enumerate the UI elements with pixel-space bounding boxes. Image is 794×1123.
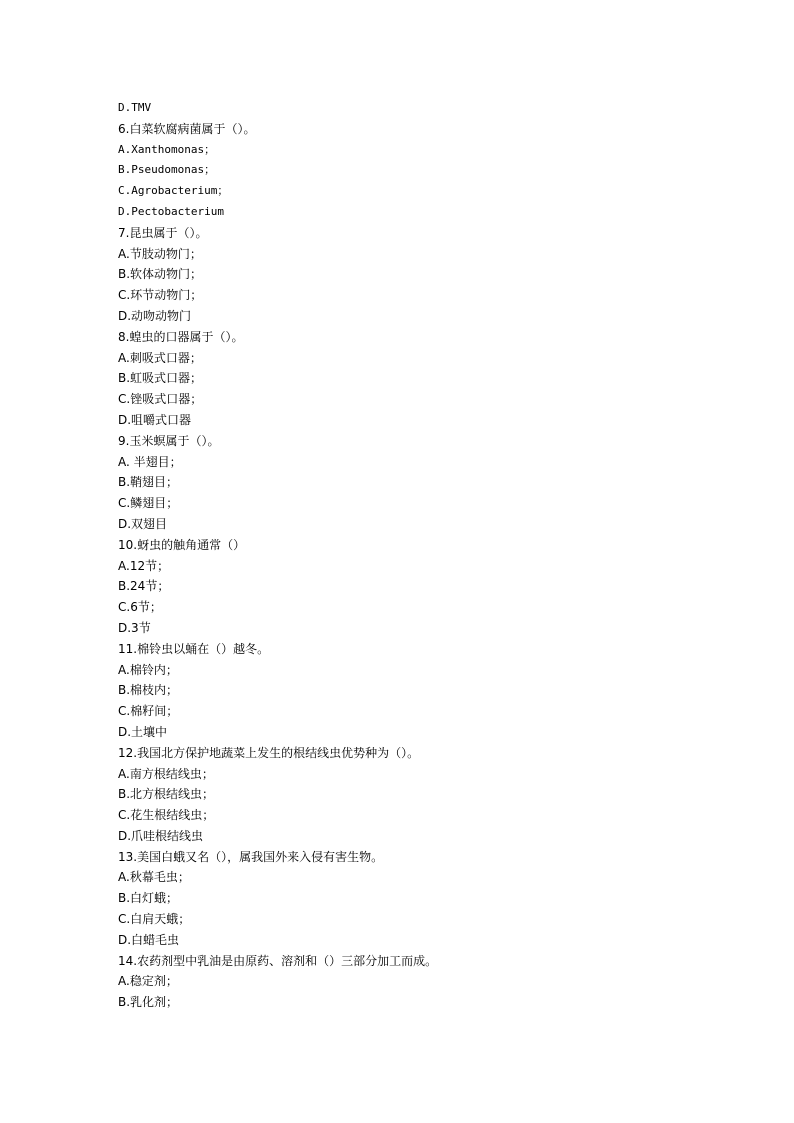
option-line: A.Xanthomonas； — [118, 142, 216, 156]
option-line: B.24节； — [118, 579, 170, 594]
option-line: D.3节 — [118, 620, 151, 635]
option-line: A.秋幕毛虫； — [118, 870, 190, 885]
question-line: 12.我国北方保护地蔬菜上发生的根结线虫优势种为（）。 — [118, 745, 420, 760]
option-line: A.棉铃内； — [118, 662, 178, 677]
option-line: C.鳞翅目； — [118, 496, 179, 511]
option-line: B.虹吸式口器； — [118, 371, 203, 386]
option-line: A.节肢动物门； — [118, 246, 202, 261]
option-line: D.Pectobacterium — [118, 204, 224, 218]
question-line: 7.昆虫属于（）。 — [118, 225, 208, 240]
question-line: 6.白菜软腐病菌属于（）。 — [118, 121, 256, 136]
option-line: B.棉枝内； — [118, 683, 179, 698]
option-line: B.Pseudomonas； — [118, 163, 216, 177]
option-line: D.TMV — [118, 101, 152, 114]
option-line: A.刺吸式口器； — [118, 350, 202, 365]
option-line: B.乳化剂； — [118, 995, 179, 1010]
question-line: 11.棉铃虫以蛹在（）越冬。 — [118, 641, 270, 656]
option-line: D.咀嚼式口器 — [118, 412, 192, 427]
option-line: A.12节； — [118, 558, 170, 573]
option-line: A. 半翅目； — [118, 454, 182, 469]
option-line: C.锉吸式口器； — [118, 392, 203, 407]
option-line: C.花生根结线虫； — [118, 808, 215, 823]
option-line: B.北方根结线虫； — [118, 787, 215, 802]
question-line: 10.蚜虫的触角通常（） — [118, 537, 246, 552]
question-line: 9.玉米螟属于（）。 — [118, 433, 220, 448]
question-line: 8.蝗虫的口器属于（）。 — [118, 329, 244, 344]
option-line: D.土壤中 — [118, 724, 168, 739]
question-line: 13.美国白蛾又名（），属我国外来入侵有害生物。 — [118, 849, 384, 864]
option-line: D.白蜡毛虫 — [118, 932, 180, 947]
option-line: C.白肩天蛾； — [118, 912, 191, 927]
option-line: D.爪哇根结线虫 — [118, 828, 204, 843]
option-line: C.环节动物门； — [118, 288, 203, 303]
option-line: D.双翅目 — [118, 516, 168, 531]
option-line: C.棉籽间； — [118, 704, 179, 719]
option-line: A.稳定剂； — [118, 974, 178, 989]
option-line: B.鞘翅目； — [118, 475, 179, 490]
document-page — [118, 98, 738, 1013]
option-line: B.软体动物门； — [118, 267, 203, 282]
option-line: C.Agrobacterium； — [118, 184, 229, 198]
question-line: 14.农药剂型中乳油是由原药、溶剂和（）三部分加工而成。 — [118, 953, 438, 968]
option-line: B.白灯蛾； — [118, 891, 179, 906]
option-line: C.6节； — [118, 600, 162, 615]
option-line: A.南方根结线虫； — [118, 766, 214, 781]
option-line: D.动吻动物门 — [118, 308, 192, 323]
